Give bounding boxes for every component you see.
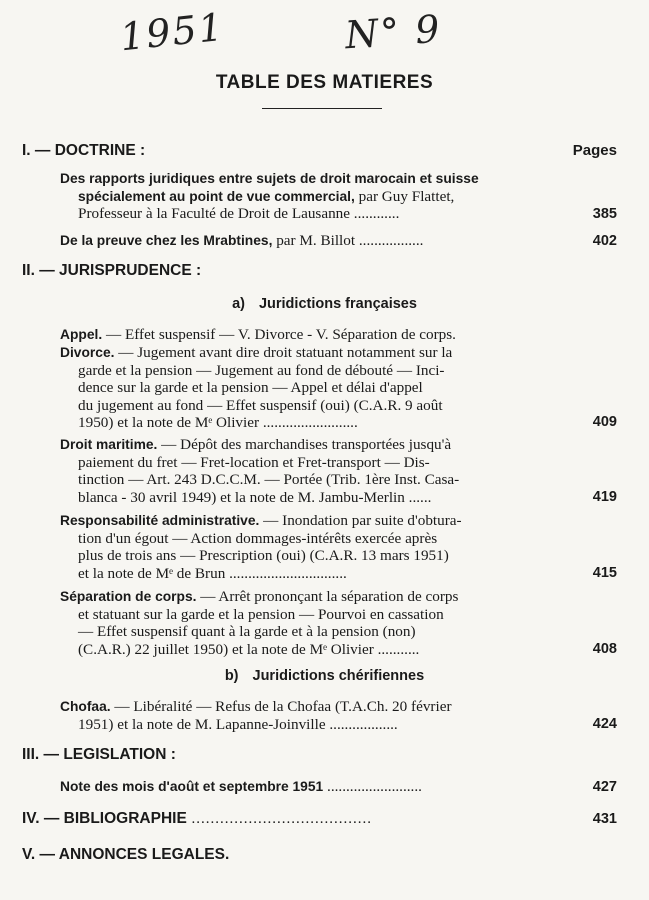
toc-entry-responsabilite-administrative[interactable]: Responsabilité administrative. — Inondation par suite d'obtura- tion d'un égout — Action dommages-intérêts exercée après plus de trois ans — Prescription (oui) (C.A.R. 13 mars 1951) et la note de Mᵉ de Brun ............................... (60, 512, 462, 582)
page-number: 409 (592, 414, 617, 430)
toc-entry-preuve-mrabtines[interactable]: De la preuve chez les Mrabtines, par M. Billot ................. (60, 232, 424, 249)
toc-entry-bibliographie[interactable]: IV. — BIBLIOGRAPHIE ...................................... (22, 810, 373, 827)
section-annonces-legales: V. — ANNONCES LEGALES. (22, 846, 230, 863)
page-number: 419 (592, 489, 617, 505)
page-number: 427 (592, 779, 617, 795)
page-number: 385 (592, 206, 617, 222)
handwritten-issue-number: N° 9 (343, 6, 443, 58)
toc-entry-note-aout-septembre[interactable]: Note des mois d'août et septembre 1951 ......................... (60, 778, 422, 795)
subsection-juridictions-francaises: a) Juridictions françaises (232, 296, 417, 312)
section-doctrine: I. — DOCTRINE : (22, 142, 146, 159)
page-number: 431 (592, 811, 617, 827)
subsection-juridictions-cherifiennes: b) Juridictions chérifiennes (224, 668, 425, 684)
section-legislation: III. — LEGISLATION : (22, 746, 176, 763)
toc-entry-separation-de-corps[interactable]: Séparation de corps. — Arrêt prononçant la séparation de corps et statuant sur la garde et la pension — Pourvoi en cassation — Effet suspensif quant à la garde et à la pension (non) (C.A.R.) 22 juillet 1950) et la note de Mᵉ Olivier ........... (60, 588, 459, 658)
toc-entry-chofaa[interactable]: Chofaa. — Libéralité — Refus de la Chofaa (T.A.Ch. 20 février 1951) et la note de M. Lapanne-Joinville .................. (60, 698, 452, 733)
page-number: 402 (592, 233, 617, 249)
section-jurisprudence: II. — JURISPRUDENCE : (22, 262, 202, 279)
toc-entry-rapports-juridiques[interactable]: Des rapports juridiques entre sujets de droit marocain et suisse spécialement au point de vue commercial, par Guy Flattet, Professeur à la Faculté de Droit de Lausanne ............ (60, 171, 479, 222)
page-number: 424 (592, 716, 617, 732)
page-title: TABLE DES MATIERES (215, 72, 434, 93)
page-number: 415 (592, 565, 617, 581)
toc-entry-divorce[interactable]: Divorce. — Jugement avant dire droit statuant notamment sur la garde et la pension — Jugement au fond de débouté — Inci- dence sur la garde et la pension — Appel et délai d'appel du jugement au fond — Effet suspensif (oui) (C.A.R. 9 août 1950) et la note de Mᵉ Olivier ......................... (60, 344, 453, 431)
title-underline (262, 108, 382, 109)
pages-column-label: Pages (572, 142, 617, 159)
handwritten-year: 1951 (117, 4, 227, 60)
toc-entry-appel[interactable]: Appel. — Effet suspensif — V. Divorce - V. Séparation de corps. (60, 326, 456, 343)
toc-entry-droit-maritime[interactable]: Droit maritime. — Dépôt des marchandises transportées jusqu'à paiement du fret — Fret-location et Fret-transport — Dis- tinction — Art. 243 D.C.C.M. — Portée (Trib. 1ère Inst. Casa- blanca - 30 avril 1949) et la note de M. Jambu-Merlin ...... (60, 436, 460, 506)
page-number: 408 (592, 641, 617, 657)
